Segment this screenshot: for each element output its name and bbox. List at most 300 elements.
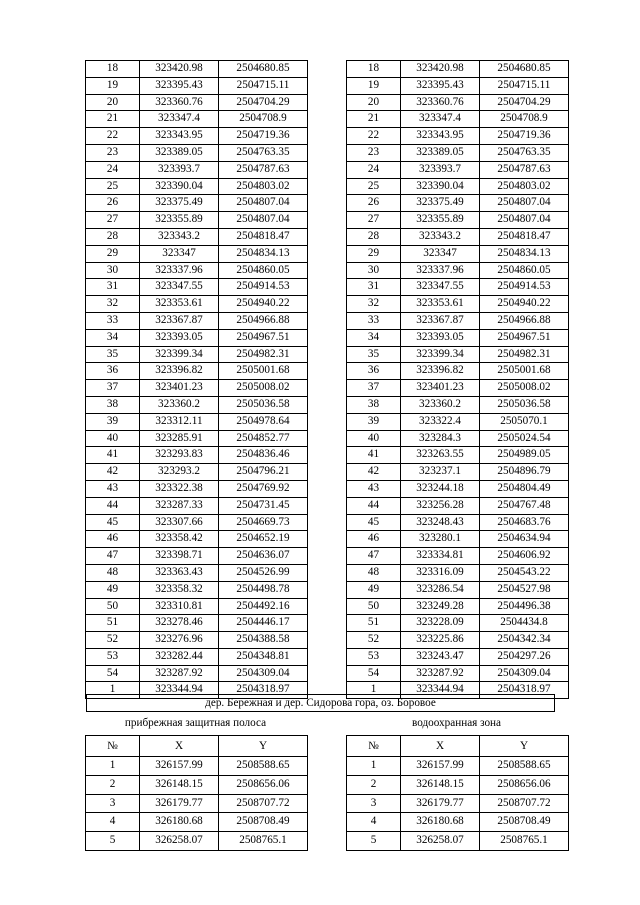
point-number-cell: 4 bbox=[86, 813, 140, 832]
x-coordinate-cell: 323337.96 bbox=[401, 262, 480, 279]
x-coordinate-cell: 323293.2 bbox=[140, 464, 219, 481]
point-number-cell: 38 bbox=[86, 396, 140, 413]
point-number-cell: 30 bbox=[347, 262, 401, 279]
x-coordinate-cell: 323393.05 bbox=[140, 329, 219, 346]
table-row bbox=[347, 430, 569, 447]
y-coordinate-cell: 2505001.68 bbox=[480, 363, 569, 380]
table-row bbox=[347, 480, 569, 497]
y-coordinate-cell: 2504527.98 bbox=[480, 581, 569, 598]
column-header-x: X bbox=[401, 736, 480, 757]
table-row bbox=[347, 757, 569, 776]
point-number-cell: 36 bbox=[86, 363, 140, 380]
x-coordinate-cell: 323237.1 bbox=[401, 464, 480, 481]
point-number-cell: 33 bbox=[347, 312, 401, 329]
point-number-cell: 52 bbox=[347, 632, 401, 649]
coordinates-table-left-body bbox=[86, 61, 308, 699]
y-coordinate-cell: 2504989.05 bbox=[480, 447, 569, 464]
y-coordinate-cell: 2504719.36 bbox=[480, 128, 569, 145]
point-number-cell: 34 bbox=[347, 329, 401, 346]
y-coordinate-cell: 2504966.88 bbox=[219, 312, 308, 329]
y-coordinate-cell: 2504967.51 bbox=[219, 329, 308, 346]
x-coordinate-cell: 323285.91 bbox=[140, 430, 219, 447]
table-row bbox=[86, 296, 308, 313]
y-coordinate-cell: 2504498.78 bbox=[219, 581, 308, 598]
x-coordinate-cell: 323284.3 bbox=[401, 430, 480, 447]
table-row bbox=[86, 464, 308, 481]
table-row bbox=[86, 813, 308, 832]
point-number-cell: 46 bbox=[86, 531, 140, 548]
point-number-cell: 48 bbox=[347, 564, 401, 581]
y-coordinate-cell: 2504348.81 bbox=[219, 648, 308, 665]
y-coordinate-cell: 2508765.1 bbox=[219, 832, 308, 851]
point-number-cell: 54 bbox=[347, 665, 401, 682]
y-coordinate-cell: 2504834.13 bbox=[219, 245, 308, 262]
x-coordinate-cell: 323347.4 bbox=[140, 111, 219, 128]
table-row bbox=[86, 144, 308, 161]
x-coordinate-cell: 323343.95 bbox=[401, 128, 480, 145]
x-coordinate-cell: 323287.92 bbox=[401, 665, 480, 682]
x-coordinate-cell: 323344.94 bbox=[140, 682, 219, 699]
point-number-cell: 48 bbox=[86, 564, 140, 581]
table-row bbox=[347, 447, 569, 464]
point-number-cell: 20 bbox=[347, 94, 401, 111]
point-number-cell: 2 bbox=[347, 775, 401, 794]
point-number-cell: 51 bbox=[86, 615, 140, 632]
table-row bbox=[86, 615, 308, 632]
y-coordinate-cell: 2505036.58 bbox=[219, 396, 308, 413]
y-coordinate-cell: 2504526.99 bbox=[219, 564, 308, 581]
point-number-cell: 39 bbox=[347, 413, 401, 430]
y-coordinate-cell: 2504708.9 bbox=[219, 111, 308, 128]
point-number-cell: 45 bbox=[347, 514, 401, 531]
point-number-cell: 53 bbox=[347, 648, 401, 665]
table-row bbox=[347, 380, 569, 397]
x-coordinate-cell: 323355.89 bbox=[140, 212, 219, 229]
point-number-cell: 54 bbox=[86, 665, 140, 682]
table-row bbox=[86, 262, 308, 279]
coordinates-table-left bbox=[85, 60, 308, 699]
point-number-cell: 49 bbox=[347, 581, 401, 598]
y-coordinate-cell: 2504818.47 bbox=[219, 228, 308, 245]
x-coordinate-cell: 323347.55 bbox=[140, 279, 219, 296]
y-coordinate-cell: 2505024.54 bbox=[480, 430, 569, 447]
point-number-cell: 23 bbox=[347, 144, 401, 161]
y-coordinate-cell: 2504297.26 bbox=[480, 648, 569, 665]
y-coordinate-cell: 2504669.73 bbox=[219, 514, 308, 531]
x-coordinate-cell: 323256.28 bbox=[401, 497, 480, 514]
x-coordinate-cell: 323395.43 bbox=[140, 77, 219, 94]
point-number-cell: 20 bbox=[86, 94, 140, 111]
point-number-cell: 37 bbox=[86, 380, 140, 397]
x-coordinate-cell: 323282.44 bbox=[140, 648, 219, 665]
y-coordinate-cell: 2504704.29 bbox=[219, 94, 308, 111]
x-coordinate-cell: 323334.81 bbox=[401, 548, 480, 565]
table-row bbox=[86, 212, 308, 229]
coastal-strip-table-body bbox=[86, 757, 308, 851]
table-row bbox=[347, 329, 569, 346]
table-row bbox=[86, 832, 308, 851]
point-number-cell: 4 bbox=[347, 813, 401, 832]
table-row bbox=[347, 128, 569, 145]
x-coordinate-cell: 323343.95 bbox=[140, 128, 219, 145]
point-number-cell: 22 bbox=[86, 128, 140, 145]
table-row bbox=[347, 464, 569, 481]
table-row bbox=[86, 228, 308, 245]
point-number-cell: 33 bbox=[86, 312, 140, 329]
right-section-title: водоохранная зона bbox=[411, 717, 501, 729]
table-row bbox=[347, 832, 569, 851]
y-coordinate-cell: 2504652.19 bbox=[219, 531, 308, 548]
point-number-cell: 19 bbox=[347, 77, 401, 94]
point-number-cell: 26 bbox=[86, 195, 140, 212]
table-row bbox=[347, 77, 569, 94]
y-coordinate-cell: 2504634.94 bbox=[480, 531, 569, 548]
x-coordinate-cell: 326148.15 bbox=[140, 775, 219, 794]
y-coordinate-cell: 2504763.35 bbox=[219, 144, 308, 161]
column-header-number: № bbox=[86, 736, 140, 757]
x-coordinate-cell: 323286.54 bbox=[401, 581, 480, 598]
x-coordinate-cell: 326258.07 bbox=[140, 832, 219, 851]
coordinates-table-right-body bbox=[347, 61, 569, 699]
x-coordinate-cell: 323360.76 bbox=[140, 94, 219, 111]
point-number-cell: 47 bbox=[347, 548, 401, 565]
y-coordinate-cell: 2504836.46 bbox=[219, 447, 308, 464]
y-coordinate-cell: 2504787.63 bbox=[219, 161, 308, 178]
y-coordinate-cell: 2504318.97 bbox=[480, 682, 569, 699]
y-coordinate-cell: 2504966.88 bbox=[480, 312, 569, 329]
table-row bbox=[86, 775, 308, 794]
point-number-cell: 28 bbox=[86, 228, 140, 245]
y-coordinate-cell: 2504446.17 bbox=[219, 615, 308, 632]
table-row bbox=[347, 363, 569, 380]
y-coordinate-cell: 2504309.04 bbox=[480, 665, 569, 682]
y-coordinate-cell: 2505070.1 bbox=[480, 413, 569, 430]
table-row bbox=[86, 413, 308, 430]
x-coordinate-cell: 323228.09 bbox=[401, 615, 480, 632]
point-number-cell: 1 bbox=[86, 757, 140, 776]
water-protection-zone-table-body bbox=[347, 757, 569, 851]
point-number-cell: 31 bbox=[347, 279, 401, 296]
point-number-cell: 29 bbox=[347, 245, 401, 262]
y-coordinate-cell: 2504636.07 bbox=[219, 548, 308, 565]
section-heading: дер. Бережная и дер. Сидорова гора, оз. Боровое bbox=[86, 694, 555, 712]
x-coordinate-cell: 323393.05 bbox=[401, 329, 480, 346]
point-number-cell: 2 bbox=[86, 775, 140, 794]
x-coordinate-cell: 323287.33 bbox=[140, 497, 219, 514]
point-number-cell: 31 bbox=[86, 279, 140, 296]
table-row bbox=[347, 296, 569, 313]
x-coordinate-cell: 326157.99 bbox=[401, 757, 480, 776]
y-coordinate-cell: 2508765.1 bbox=[480, 832, 569, 851]
y-coordinate-cell: 2504834.13 bbox=[480, 245, 569, 262]
y-coordinate-cell: 2504769.92 bbox=[219, 480, 308, 497]
y-coordinate-cell: 2508656.06 bbox=[480, 775, 569, 794]
x-coordinate-cell: 323395.43 bbox=[401, 77, 480, 94]
x-coordinate-cell: 323244.18 bbox=[401, 480, 480, 497]
y-coordinate-cell: 2504852.77 bbox=[219, 430, 308, 447]
x-coordinate-cell: 323360.2 bbox=[401, 396, 480, 413]
y-coordinate-cell: 2504982.31 bbox=[219, 346, 308, 363]
y-coordinate-cell: 2508656.06 bbox=[219, 775, 308, 794]
y-coordinate-cell: 2504606.92 bbox=[480, 548, 569, 565]
x-coordinate-cell: 323243.47 bbox=[401, 648, 480, 665]
y-coordinate-cell: 2504715.11 bbox=[219, 77, 308, 94]
table-row bbox=[347, 195, 569, 212]
y-coordinate-cell: 2504860.05 bbox=[480, 262, 569, 279]
x-coordinate-cell: 323360.76 bbox=[401, 94, 480, 111]
table-row bbox=[347, 775, 569, 794]
column-header-x: X bbox=[140, 736, 219, 757]
table-row bbox=[86, 632, 308, 649]
point-number-cell: 3 bbox=[86, 794, 140, 813]
x-coordinate-cell: 323278.46 bbox=[140, 615, 219, 632]
table-row bbox=[347, 144, 569, 161]
x-coordinate-cell: 326148.15 bbox=[401, 775, 480, 794]
table-header-row bbox=[86, 736, 308, 757]
table-row bbox=[86, 94, 308, 111]
x-coordinate-cell: 323358.42 bbox=[140, 531, 219, 548]
table-row bbox=[347, 531, 569, 548]
y-coordinate-cell: 2504492.16 bbox=[219, 598, 308, 615]
y-coordinate-cell: 2504708.9 bbox=[480, 111, 569, 128]
table-row bbox=[347, 279, 569, 296]
point-number-cell: 25 bbox=[347, 178, 401, 195]
point-number-cell: 1 bbox=[347, 682, 401, 699]
point-number-cell: 39 bbox=[86, 413, 140, 430]
x-coordinate-cell: 323293.83 bbox=[140, 447, 219, 464]
y-coordinate-cell: 2504860.05 bbox=[219, 262, 308, 279]
table-row bbox=[347, 346, 569, 363]
point-number-cell: 27 bbox=[347, 212, 401, 229]
x-coordinate-cell: 323353.61 bbox=[401, 296, 480, 313]
y-coordinate-cell: 2504914.53 bbox=[219, 279, 308, 296]
table-row bbox=[347, 228, 569, 245]
table-row bbox=[347, 564, 569, 581]
x-coordinate-cell: 323393.7 bbox=[401, 161, 480, 178]
x-coordinate-cell: 323389.05 bbox=[140, 144, 219, 161]
table-row bbox=[347, 111, 569, 128]
x-coordinate-cell: 323225.86 bbox=[401, 632, 480, 649]
y-coordinate-cell: 2504896.79 bbox=[480, 464, 569, 481]
table-row bbox=[347, 61, 569, 78]
x-coordinate-cell: 323322.4 bbox=[401, 413, 480, 430]
x-coordinate-cell: 323337.96 bbox=[140, 262, 219, 279]
point-number-cell: 50 bbox=[86, 598, 140, 615]
x-coordinate-cell: 323355.89 bbox=[401, 212, 480, 229]
coordinates-table-right bbox=[346, 60, 569, 699]
y-coordinate-cell: 2504807.04 bbox=[480, 212, 569, 229]
table-header-row bbox=[347, 736, 569, 757]
x-coordinate-cell: 326157.99 bbox=[140, 757, 219, 776]
point-number-cell: 1 bbox=[347, 757, 401, 776]
left-section-title: прибрежная защитная полоса bbox=[124, 717, 267, 729]
table-row bbox=[86, 514, 308, 531]
y-coordinate-cell: 2508707.72 bbox=[219, 794, 308, 813]
y-coordinate-cell: 2508708.49 bbox=[480, 813, 569, 832]
column-header-y: Y bbox=[219, 736, 308, 757]
table-row bbox=[347, 245, 569, 262]
y-coordinate-cell: 2504731.45 bbox=[219, 497, 308, 514]
table-row bbox=[86, 648, 308, 665]
x-coordinate-cell: 323347 bbox=[401, 245, 480, 262]
table-row bbox=[347, 632, 569, 649]
table-row bbox=[86, 363, 308, 380]
point-number-cell: 53 bbox=[86, 648, 140, 665]
x-coordinate-cell: 323263.55 bbox=[401, 447, 480, 464]
point-number-cell: 25 bbox=[86, 178, 140, 195]
y-coordinate-cell: 2504719.36 bbox=[219, 128, 308, 145]
y-coordinate-cell: 2504680.85 bbox=[219, 61, 308, 78]
y-coordinate-cell: 2508588.65 bbox=[219, 757, 308, 776]
x-coordinate-cell: 323343.2 bbox=[401, 228, 480, 245]
x-coordinate-cell: 323347 bbox=[140, 245, 219, 262]
table-row bbox=[86, 430, 308, 447]
x-coordinate-cell: 323420.98 bbox=[401, 61, 480, 78]
y-coordinate-cell: 2504683.76 bbox=[480, 514, 569, 531]
table-row bbox=[347, 497, 569, 514]
x-coordinate-cell: 323367.87 bbox=[401, 312, 480, 329]
column-header-number: № bbox=[347, 736, 401, 757]
point-number-cell: 32 bbox=[347, 296, 401, 313]
point-number-cell: 30 bbox=[86, 262, 140, 279]
x-coordinate-cell: 323393.7 bbox=[140, 161, 219, 178]
x-coordinate-cell: 323316.09 bbox=[401, 564, 480, 581]
y-coordinate-cell: 2505008.02 bbox=[219, 380, 308, 397]
point-number-cell: 40 bbox=[347, 430, 401, 447]
x-coordinate-cell: 323390.04 bbox=[401, 178, 480, 195]
point-number-cell: 35 bbox=[347, 346, 401, 363]
table-row bbox=[86, 111, 308, 128]
y-coordinate-cell: 2504978.64 bbox=[219, 413, 308, 430]
x-coordinate-cell: 323399.34 bbox=[401, 346, 480, 363]
y-coordinate-cell: 2504807.04 bbox=[480, 195, 569, 212]
y-coordinate-cell: 2504763.35 bbox=[480, 144, 569, 161]
point-number-cell: 24 bbox=[347, 161, 401, 178]
point-number-cell: 47 bbox=[86, 548, 140, 565]
y-coordinate-cell: 2504940.22 bbox=[219, 296, 308, 313]
x-coordinate-cell: 323347.55 bbox=[401, 279, 480, 296]
x-coordinate-cell: 323358.32 bbox=[140, 581, 219, 598]
point-number-cell: 27 bbox=[86, 212, 140, 229]
point-number-cell: 38 bbox=[347, 396, 401, 413]
point-number-cell: 21 bbox=[347, 111, 401, 128]
table-row bbox=[347, 178, 569, 195]
table-row bbox=[86, 161, 308, 178]
y-coordinate-cell: 2505008.02 bbox=[480, 380, 569, 397]
point-number-cell: 42 bbox=[86, 464, 140, 481]
x-coordinate-cell: 323398.71 bbox=[140, 548, 219, 565]
x-coordinate-cell: 323401.23 bbox=[401, 380, 480, 397]
y-coordinate-cell: 2504803.02 bbox=[480, 178, 569, 195]
table-row bbox=[86, 497, 308, 514]
y-coordinate-cell: 2504715.11 bbox=[480, 77, 569, 94]
point-number-cell: 41 bbox=[347, 447, 401, 464]
point-number-cell: 50 bbox=[347, 598, 401, 615]
x-coordinate-cell: 323396.82 bbox=[140, 363, 219, 380]
x-coordinate-cell: 323343.2 bbox=[140, 228, 219, 245]
point-number-cell: 19 bbox=[86, 77, 140, 94]
y-coordinate-cell: 2504914.53 bbox=[480, 279, 569, 296]
table-row bbox=[86, 757, 308, 776]
x-coordinate-cell: 326180.68 bbox=[401, 813, 480, 832]
point-number-cell: 32 bbox=[86, 296, 140, 313]
column-header-y: Y bbox=[480, 736, 569, 757]
x-coordinate-cell: 323367.87 bbox=[140, 312, 219, 329]
x-coordinate-cell: 323312.11 bbox=[140, 413, 219, 430]
x-coordinate-cell: 323401.23 bbox=[140, 380, 219, 397]
x-coordinate-cell: 323360.2 bbox=[140, 396, 219, 413]
point-number-cell: 34 bbox=[86, 329, 140, 346]
table-row bbox=[86, 61, 308, 78]
x-coordinate-cell: 323396.82 bbox=[401, 363, 480, 380]
y-coordinate-cell: 2505001.68 bbox=[219, 363, 308, 380]
y-coordinate-cell: 2504982.31 bbox=[480, 346, 569, 363]
table-row bbox=[86, 531, 308, 548]
table-row bbox=[86, 380, 308, 397]
table-row bbox=[347, 548, 569, 565]
table-row bbox=[347, 262, 569, 279]
point-number-cell: 43 bbox=[347, 480, 401, 497]
x-coordinate-cell: 323399.34 bbox=[140, 346, 219, 363]
point-number-cell: 44 bbox=[347, 497, 401, 514]
y-coordinate-cell: 2508588.65 bbox=[480, 757, 569, 776]
table-row bbox=[86, 128, 308, 145]
point-number-cell: 49 bbox=[86, 581, 140, 598]
y-coordinate-cell: 2504318.97 bbox=[219, 682, 308, 699]
table-row bbox=[86, 581, 308, 598]
y-coordinate-cell: 2508708.49 bbox=[219, 813, 308, 832]
point-number-cell: 22 bbox=[347, 128, 401, 145]
y-coordinate-cell: 2504496.38 bbox=[480, 598, 569, 615]
y-coordinate-cell: 2504804.49 bbox=[480, 480, 569, 497]
point-number-cell: 46 bbox=[347, 531, 401, 548]
table-row bbox=[347, 648, 569, 665]
table-row bbox=[347, 514, 569, 531]
point-number-cell: 36 bbox=[347, 363, 401, 380]
x-coordinate-cell: 323249.28 bbox=[401, 598, 480, 615]
y-coordinate-cell: 2508707.72 bbox=[480, 794, 569, 813]
x-coordinate-cell: 323363.43 bbox=[140, 564, 219, 581]
table-row bbox=[86, 598, 308, 615]
point-number-cell: 52 bbox=[86, 632, 140, 649]
y-coordinate-cell: 2504940.22 bbox=[480, 296, 569, 313]
x-coordinate-cell: 323390.04 bbox=[140, 178, 219, 195]
y-coordinate-cell: 2504818.47 bbox=[480, 228, 569, 245]
x-coordinate-cell: 323389.05 bbox=[401, 144, 480, 161]
table-row bbox=[347, 396, 569, 413]
x-coordinate-cell: 326179.77 bbox=[401, 794, 480, 813]
table-row bbox=[86, 329, 308, 346]
water-protection-zone-table bbox=[346, 735, 569, 851]
table-row bbox=[86, 665, 308, 682]
point-number-cell: 37 bbox=[347, 380, 401, 397]
x-coordinate-cell: 323344.94 bbox=[401, 682, 480, 699]
point-number-cell: 26 bbox=[347, 195, 401, 212]
table-row bbox=[86, 564, 308, 581]
point-number-cell: 29 bbox=[86, 245, 140, 262]
x-coordinate-cell: 323248.43 bbox=[401, 514, 480, 531]
y-coordinate-cell: 2504309.04 bbox=[219, 665, 308, 682]
y-coordinate-cell: 2505036.58 bbox=[480, 396, 569, 413]
table-row bbox=[86, 346, 308, 363]
x-coordinate-cell: 326179.77 bbox=[140, 794, 219, 813]
table-row bbox=[86, 794, 308, 813]
coastal-strip-table bbox=[85, 735, 308, 851]
point-number-cell: 43 bbox=[86, 480, 140, 497]
x-coordinate-cell: 323276.96 bbox=[140, 632, 219, 649]
point-number-cell: 42 bbox=[347, 464, 401, 481]
y-coordinate-cell: 2504342.34 bbox=[480, 632, 569, 649]
